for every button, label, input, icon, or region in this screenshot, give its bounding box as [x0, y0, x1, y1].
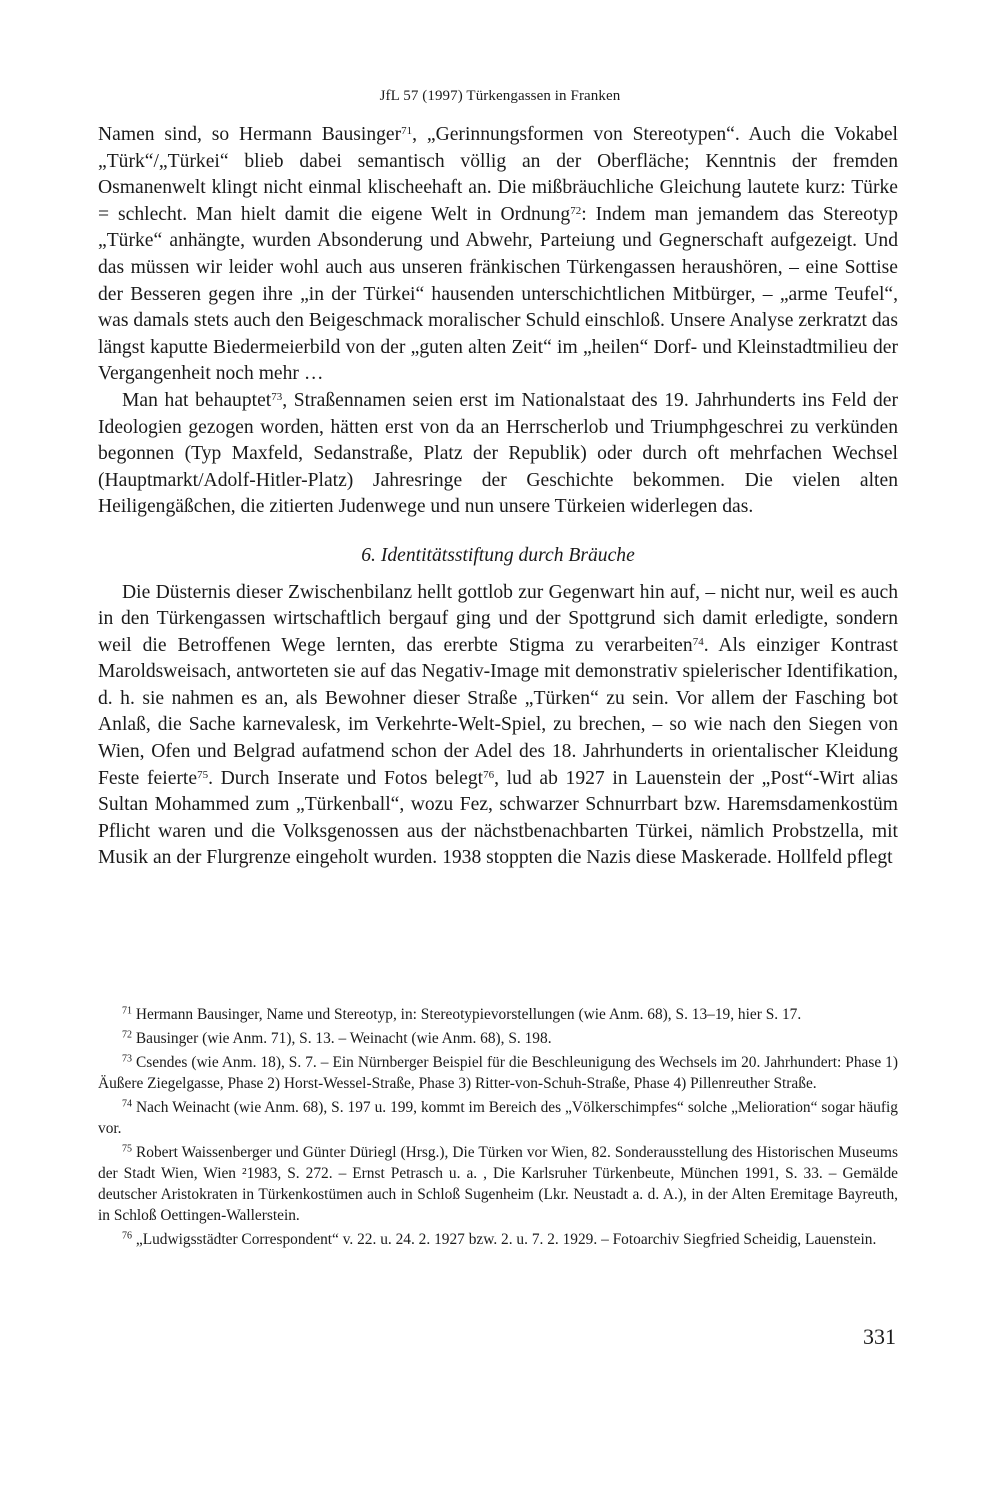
- footnote-number: 73: [122, 1053, 132, 1065]
- footnote-text: Nach Weinacht (wie Anm. 68), S. 197 u. 199, kommt im Bereich des „Völkerschimpfes“ solche „Melioration“ sogar häufig vor.: [98, 1099, 898, 1137]
- paragraph-1: Namen sind, so Hermann Bausinger$^{71}$, „Gerinnungsformen von Stereotypen“. Auch die Vokabel „Türk“/„Türkei“ blieb dabei semantisch völlig an der Oberfläche; Kenntnis der fremden Osmanenwelt klingt nicht einmal klischeehaft an. Die mißbräuchliche Gleichung lautete kurz: Türke = schlecht. Man hielt damit die eigene Welt in Ordnung$^{72}$: Indem man jemandem das Stereotyp „Türke“ anhängte, wurden Absonderung und Abwehr, Parteiung und Gegnerschaft aufgezeigt. Und das müssen wir leider wohl auch aus unseren fränkischen Türkengassen heraushören, – eine Sottise der Besseren gegen ihre „in der Türkei“ hausenden unterschichtlichen Mitbürger, – „arme Teufel“, was damals stets auch den Beigeschmack moralischer Schuld einschloß. Unsere Analyse zerkratzt das längst kaputte Biedermeierbild von der „guten alten Zeit“ im „heilen“ Dorf- und Kleinstadtmilieu der Vergangenheit noch mehr …: [98, 124, 899, 385]
- paragraph-2: Man hat behauptet$^{73}$, Straßennamen seien erst im Nationalstaat des 19. Jahrhunderts ins Feld der Ideologien gezogen worden, hätten erst von da an Herrscherlob und Triumphgeschrei zu verkünden begonnen (Typ Maxfeld, Sedanstraße, Platz der Republik) oder durch oft mehrfachen Wechsel (Hauptmarkt/Adolf-Hitler-Platz) Jahresringe der Geschichte bekommen. Die vielen alten Heiligengäßchen, die zitierten Judenwege und nun unsere Türkeien widerlegen das.: [98, 389, 898, 518]
- running-head: JfL 57 (1997) Türkengassen in Franken: [379, 88, 621, 104]
- footnote-number: 75: [122, 1143, 132, 1155]
- page-number: 331: [863, 1324, 896, 1349]
- footnote-text: Csendes (wie Anm. 18), S. 7. – Ein Nürnberger Beispiel für die Beschleunigung des Wechsels im 20. Jahrhundert: Phase 1) Äußere Ziegelgasse, Phase 2) Horst-Wessel-Straße, Phase 3) Ritter-von-Schuh-Straße, Phase 4) Pillenreuther Straße.: [98, 1054, 898, 1092]
- footnote: [98, 1142, 898, 1226]
- footnotes: [98, 1004, 898, 1253]
- footnote-text: „Ludwigsstädter Correspondent“ v. 22. u. 24. 2. 1927 bzw. 2. u. 7. 2. 1929. – Fotoarchiv Siegfried Scheidig, Lauenstein.: [135, 1231, 877, 1248]
- footnote-ref-71: 71: [401, 124, 413, 137]
- footnote: [98, 1052, 898, 1094]
- footnote-ref-76: 76: [483, 768, 495, 781]
- footnote: [98, 1229, 898, 1250]
- footnote: [98, 1097, 898, 1139]
- footnote-number: 72: [122, 1029, 132, 1041]
- footnote-ref-73: 73: [271, 390, 283, 403]
- footnote-ref-72: 72: [570, 204, 582, 217]
- footnote-text: Hermann Bausinger, Name und Stereotyp, in: Stereotypievorstellungen (wie Anm. 68), S. 13–19, hier S. 17.: [135, 1006, 802, 1023]
- footnote-number: 71: [122, 1005, 132, 1017]
- footnote: [98, 1028, 898, 1049]
- paragraph-3: Die Düsternis dieser Zwischenbilanz hellt gottlob zur Gegenwart hin auf, – nicht nur, weil es auch in den Türkengassen wirtschaftlich bergauf ging und der Spottgrund sich damit erledigte, sondern weil die Betroffenen Wege lernten, das ererbte Stigma zu verarbeiten$^{74}$. Als einziger Kontrast Maroldsweisach, antworteten sie auf das Negativ-Image mit demonstrativ spielerischer Identifikation, d. h. sie nahmen es an, als Bewohner dieser Straße „Türken“ zu sein. Vor allem der Fasching bot Anlaß, die Sache karnevalesk, im Verkehrte-Welt-Spiel, zu brechen, – so wie nach den Siegen von Wien, Ofen und Belgrad aufatmend schon der Adel des 18. Jahrhunderts in orientalischer Kleidung Feste feierte$^{75}$. Durch Inserate und Fotos belegt$^{76}$, lud ab 1927 in Lauenstein der „Post“-Wirt alias Sultan Mohammed zum „Türkenball“, wozu Fez, schwarzer Schnurrbart bzw. Haremsdamenkostüm Pflicht waren und die Volksgenossen aus der nächstbenachbarten Türkei, nämlich Probstzella, mit Musik an der Flurgrenze eingeholt wurden. 1938 stoppten die Nazis diese Maskerade. Hollfeld pflegt: [98, 581, 899, 869]
- footnote-ref-75: 75: [197, 768, 209, 781]
- section-heading: 6. Identitätsstiftung durch Bräuche: [361, 544, 635, 566]
- footnote: [98, 1004, 898, 1025]
- main-text: [98, 122, 898, 872]
- footnote-text: Bausinger (wie Anm. 71), S. 13. – Weinacht (wie Anm. 68), S. 198.: [135, 1030, 552, 1047]
- footnote-ref-74: 74: [692, 635, 704, 648]
- footnote-number: 74: [122, 1098, 132, 1110]
- footnote-text: Robert Waissenberger und Günter Düriegl (Hrsg.), Die Türken vor Wien, 82. Sonderausstellung des Historischen Museums der Stadt Wien, Wien ²1983, S. 272. – Ernst Petrasch u. a. , Die Karlsruher Türkenbeute, München 1991, S. 33. – Gemälde deutscher Aristokraten in Türkenkostümen auch in Schloß Sugenheim (Lkr. Neustadt a. d. A.), in der Alten Eremitage Bayreuth, in Schloß Oettingen-Wallerstein.: [98, 1144, 898, 1224]
- footnote-number: 76: [122, 1230, 132, 1242]
